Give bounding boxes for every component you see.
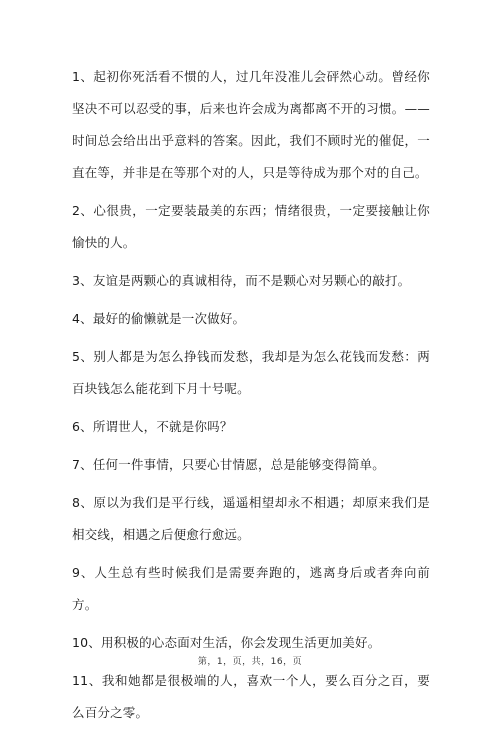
paragraph-4: 4、最好的偷懒就是一次做好。 [72, 311, 246, 326]
paragraph-11: 11、我和她都是很极端的人，喜欢一个人，要么百分之百，要么百分之零。 [72, 673, 430, 720]
paragraph-1: 1、起初你死活看不惯的人，过几年没准儿会砰然心动。曾经你坚决不可以忍受的事，后来也许会成为离都离不开的习惯。——时间总会给出出乎意料的答案。因此，我们不顾时光的催促，一直在等，并非是在等那个对的人，只是等待成为那个对的自己。 [72, 69, 430, 180]
paragraph-9: 9、人生总有些时候我们是需要奔跑的，逃离身后或者奔向前方。 [72, 565, 430, 612]
document-body [72, 61, 430, 735]
paragraph-6: 6、所谓世人，不就是你吗？ [72, 419, 233, 434]
paragraph-10: 10、用积极的心态面对生活，你会发现生活更加美好。 [72, 635, 381, 650]
page-footer: 第，1，页，共，16，页 [197, 657, 303, 667]
paragraph-7: 7、任何一件事情，只要心甘情愿，总是能够变得简单。 [72, 457, 385, 472]
paragraph-2: 2、心很贵，一定要装最美的东西；情绪很贵，一定要接触让你愉快的人。 [72, 203, 430, 250]
paragraph-8: 8、原以为我们是平行线，遥遥相望却永不相遇；却原来我们是相交线，相遇之后便愈行愈远。 [72, 495, 430, 542]
paragraph-3: 3、友谊是两颗心的真诚相待，而不是颗心对另颗心的敲打。 [72, 273, 411, 288]
paragraph-5: 5、别人都是为怎么挣钱而发愁，我却是为怎么花钱而发愁：两百块钱怎么能花到下月十号呢。 [72, 349, 430, 396]
